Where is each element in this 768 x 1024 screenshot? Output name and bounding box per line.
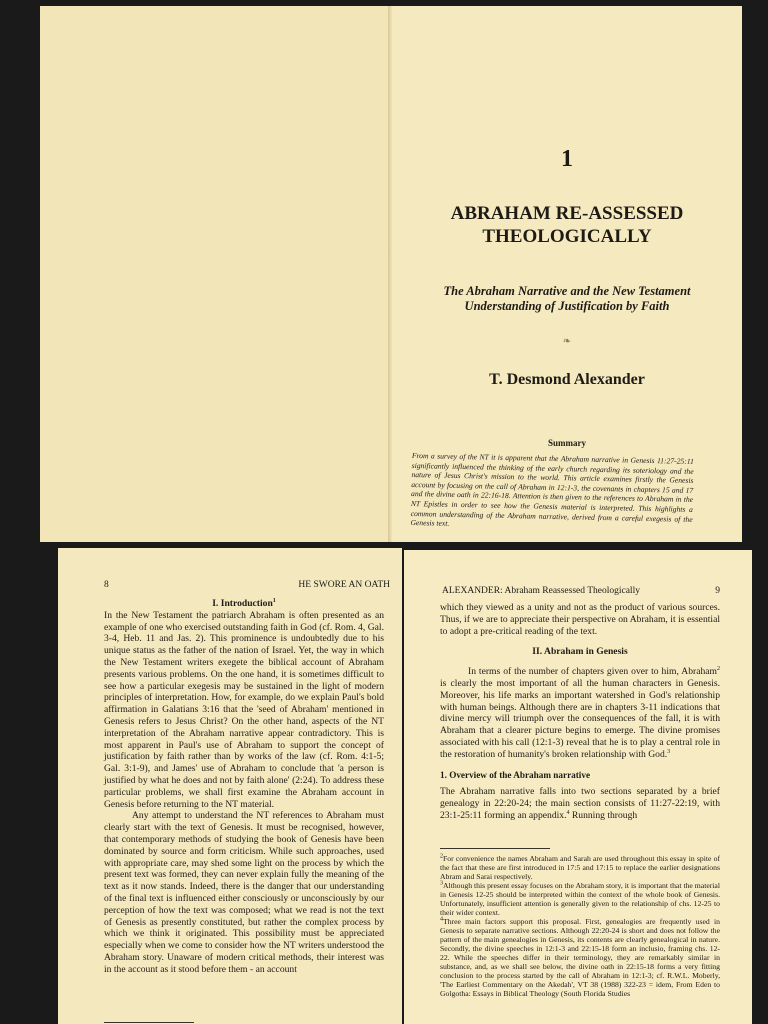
chapter-title: ABRAHAM RE-ASSESSED THEOLOGICALLY	[450, 203, 684, 247]
footnote-ref: 2	[717, 666, 720, 672]
paragraph: The Abraham narrative falls into two sections separated by a brief genealogy in 22:20-24; the main section consists of 11:27-22:19, with 23:1-25:11 forming an appendix.$^4$ Running through	[440, 786, 720, 821]
footnote-rule	[440, 848, 550, 849]
footnote-ref: 1	[272, 597, 276, 604]
page-9	[404, 550, 752, 1024]
page-9-body	[440, 602, 720, 822]
paragraph: In the New Testament the patriarch Abraham is often presented as an example of one who exercised outstanding faith in God (cf. Rom. 4, Gal. 3-4, Heb. 11 and Jas. 2). This prominence is undoubtedly due to his unique status as the father of the nation of Israel. Yet, the way in which the New Testament writers exegete the biblical account of Abraham presents various problems. On the one hand, it is sometimes difficult to see how a particular exegesis may be sustained in the light of modern principles of interpretation. How, for example, do we explain Paul's bold affirmation in Galatians 3:16 that the 'seed of Abraham' mentioned in Genesis refers to Jesus Christ? On the other hand, aspects of the NT interpretation of the Abraham narrative appear contradictory. This is most apparent in Paul's use of Abraham to support the concept of justification by faith rather than by works of the law (cf. Rom. 4:1-5; Gal. 3:1-9), and James' use of Abraham to conclude that 'a person is justified by what he does and not by faith alone' (2:24). To address these particular problems, we shall first examine the Abraham account in Genesis before returning to the NT material.	[104, 609, 384, 810]
author-name: T. Desmond Alexander	[489, 371, 645, 388]
blank-left-page	[40, 6, 390, 542]
ornament-icon: ❧	[562, 336, 572, 347]
summary-text: From a survey of the NT it is apparent that the Abraham narrative in Genesis 11:27-25:11 significantly influenced the thinking of the early church regarding its soteriology and the nature of Jesus Christ's mission to the world. This article examines firstly the Genesis account by focusing on the call of Abraham in 12:1-3, the covenants in chapters 15 and 17 and the divine oath in 22:16-18. Attention is then given to the references to Abraham in the NT Epistles in order to see how the Genesis material is interpreted. This highlights a common understanding of the Abraham narrative, derived from a careful exegesis of the Genesis text.	[410, 451, 694, 528]
summary-heading: Summary	[548, 438, 586, 448]
page-8	[58, 548, 402, 1024]
running-head: ALEXANDER: Abraham Reassessed Theologically	[442, 586, 640, 596]
section-heading-abraham-in-genesis: II. Abraham in Genesis	[532, 646, 628, 658]
chapter-number: 1	[561, 146, 573, 172]
footnote-ref: 3	[667, 748, 671, 755]
page-number: 9	[715, 586, 720, 596]
page-8-body	[104, 598, 384, 976]
footnote: $^2$For convenience the names Abraham and Sarah are used throughout this essay in spite of the fact that these are first introduced in 17:5 and 17:15 to replace the earlier designations Abram and Sarai respectively.	[440, 853, 720, 881]
footnote: $^3$Although this present essay focuses on the Abraham story, it is important that the material in Genesis 12-25 should be interpreted within the context of the whole book of Genesis. Unfortunately, insufficient attention is generally given to the relationship of chs. 12-25 to their wider context.	[440, 880, 720, 917]
footnote: $^4$Three main factors support this proposal. First, genealogies are frequently used in Genesis to separate narrative sections. Although 22:20-24 is short and does not follow the pattern of the main genealogies in Genesis, its contents are clearly genealogical in nature. Secondly, the divine speeches in 12:1-3 and 22:15-18 form an inclusio, framing chs. 12-22. While the speeches differ in their terminology, they are remarkably similar in substance, and, as we shall see below, the divine oath in 22:15-18 forms a very fitting conclusion to the process started by the call of Abraham in 12:1-3; cf. R.W.L. Moberly, 'The Earliest Commentary on the Akedah', VT 38 (1988) 322-23 = idem, From Eden to Golgotha: Essays in Biblical Theology (South Florida Studies	[440, 916, 720, 998]
page-number: 8	[104, 580, 109, 590]
footnote-ref: 4	[566, 809, 570, 816]
footnote-rule	[104, 1022, 194, 1023]
footnotes	[440, 854, 720, 998]
chapter-subtitle: The Abraham Narrative and the New Testament Understanding of Justification by Faith	[443, 284, 691, 313]
paragraph: Any attempt to understand the NT references to Abraham must clearly start with the text of Genesis. It must be recognised, however, that contemporary methods of studying the book of Genesis have been dominated by source and form criticism. While such approaches, used with appropriate care, may shed some light on the process by which the present text was formed, they can never explain fully the meaning of the text as it now stands. Indeed, there is the danger that our understanding of the final text is influenced either consciously or unconsciously by our perception of how the text was composed; what we read is not the text of Genesis as presently constituted, but rather the complex process by which we think it originated. This possibility must be appreciated especially when we come to consider how the NT writers understood the Abraham story. Unaware of modern critical methods, their interest was in the account as it stood before them - an account	[104, 810, 384, 975]
paragraph: which they viewed as a unity and not as the product of various sources. Thus, if we are to appreciate their perspective on Abraham, it is essential to adopt a pre-critical reading of the text.	[440, 602, 720, 637]
subheading-overview: 1. Overview of the Abraham narrative	[440, 769, 591, 780]
running-head: HE SWORE AN OATH	[298, 580, 390, 590]
section-heading-introduction: I. Introduction$^1$	[212, 597, 276, 609]
paragraph: In terms of the number of chapters given over to him, Abraham$^2$ is clearly the most important of all the human characters in Genesis. Moreover, his life marks an important watershed in God's relationship with human beings. Although there are in chapters 3-11 indications that divine mercy will triumph over the consequences of the fall, it is with Abraham that a clearer picture begins to emerge. The divine promises associated with his call (12:1-3) reveal that he is to play a central role in the restoration of humanity's broken relationship with God.$^3$	[440, 666, 720, 760]
chapter-title-page	[392, 6, 742, 542]
